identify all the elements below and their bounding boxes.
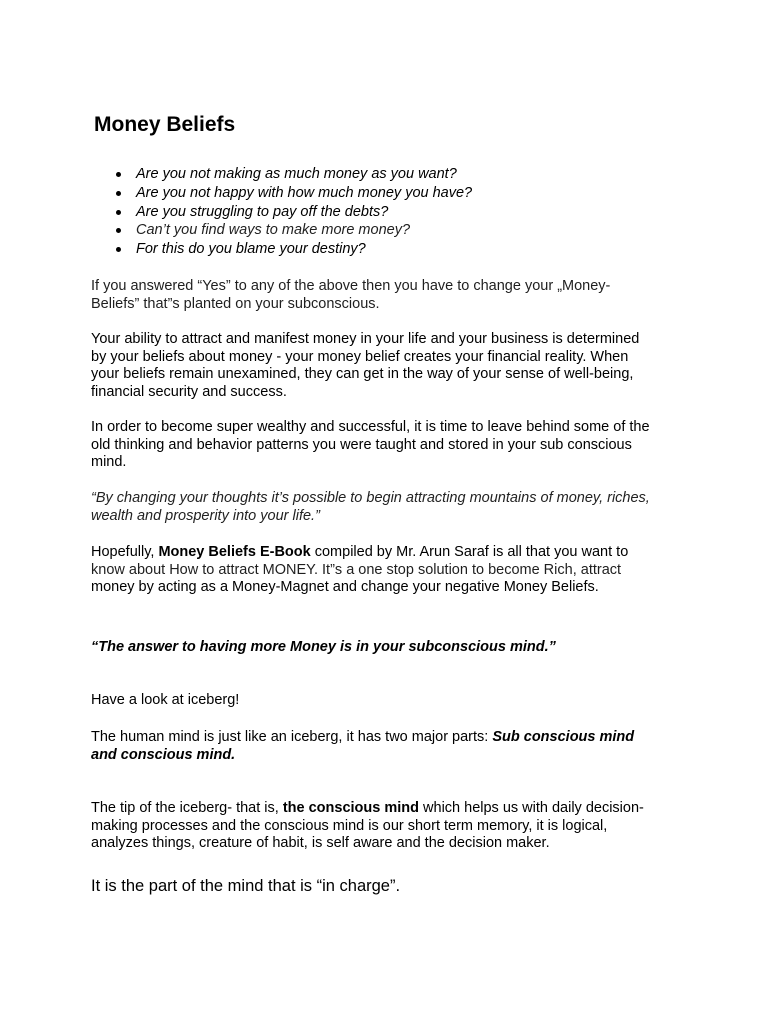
ability-paragraph: Your ability to attract and manifest money in your life and your business is determined by your beliefs about money - your money belief creates your financial reality. When your beliefs remain unexamined, they can get in the way of your sense of well-being, financial security and success. <box>91 331 640 400</box>
question-list <box>91 165 691 259</box>
bullet-icon <box>116 247 121 252</box>
wealth-paragraph: In order to become super wealthy and successful, it is time to leave behind some of the old thinking and behavior patterns you were taught and stored in your sub conscious mind. <box>91 419 650 471</box>
conscious-mind-paragraph: The tip of the iceberg- that is, the conscious mind which helps us with daily decision- making processes and the conscious mind is our short term memory, it is logical, analyzes things, creature of habit, is self aware and the decision maker. <box>91 800 644 852</box>
list-item: Are you struggling to pay off the debts? <box>91 203 691 222</box>
page-title: Money Beliefs <box>94 113 236 136</box>
list-item: Are you not happy with how much money you have? <box>91 184 691 203</box>
bullet-icon <box>116 172 121 177</box>
thoughts-quote: “By changing your thoughts it’s possible to begin attracting mountains of money, riches, wealth and prosperity into your life.” <box>91 490 650 524</box>
subconscious-quote: “The answer to having more Money is in your subconscious mind.” <box>91 639 556 655</box>
iceberg-intro: Have a look at iceberg! <box>91 692 240 708</box>
list-item: For this do you blame your destiny? <box>91 240 691 259</box>
intro-paragraph: If you answered “Yes” to any of the above then you have to change your „Money- Beliefs” that”s planted on your subconscious. <box>91 278 611 312</box>
list-item: Are you not making as much money as you want? <box>91 165 691 184</box>
ebook-paragraph: Hopefully, Money Beliefs E-Book compiled by Mr. Arun Saraf is all that you want to know about How to attract MONEY. It”s a one stop solution to become Rich, attract money by acting as a Money-Magnet and change your negative Money Beliefs. <box>91 544 629 596</box>
in-charge-statement: It is the part of the mind that is “in charge”. <box>91 877 401 895</box>
mind-parts-paragraph: The human mind is just like an iceberg, it has two major parts: Sub conscious mind and conscious mind. <box>91 729 635 763</box>
bullet-icon <box>116 210 121 215</box>
bullet-icon <box>116 228 121 233</box>
list-item: Can’t you find ways to make more money? <box>91 221 691 240</box>
ebook-title: Money Beliefs E-Book <box>158 544 311 560</box>
bullet-icon <box>116 191 121 196</box>
